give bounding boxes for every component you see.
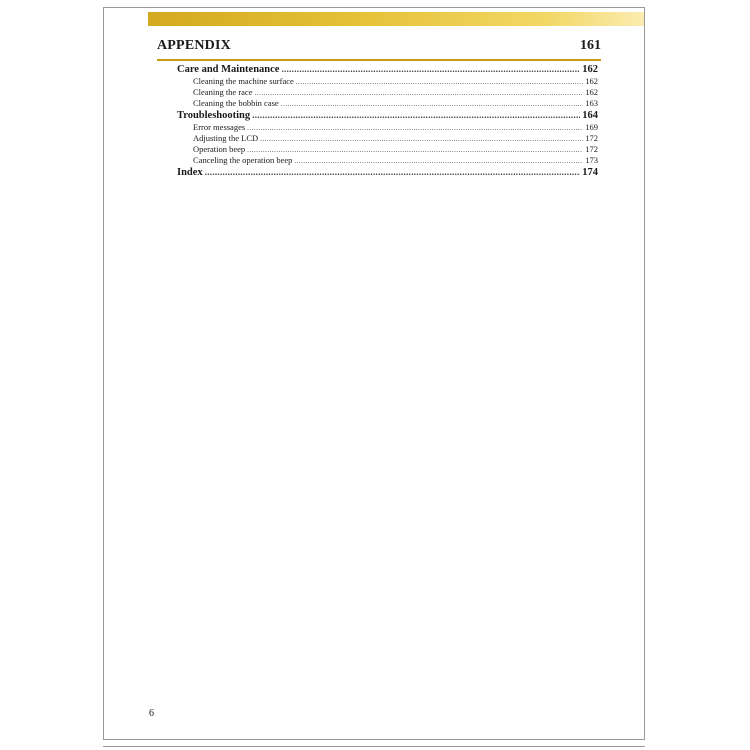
toc-entry-index[interactable] — [177, 166, 598, 179]
toc-entry-label: Index — [177, 167, 203, 178]
dot-leader — [254, 88, 583, 99]
toc-entry-error-messages[interactable] — [177, 122, 598, 133]
toc-entry-page: 172 — [585, 144, 598, 154]
toc-entry-page: 174 — [582, 167, 598, 178]
toc-entry-label: Error messages — [193, 122, 246, 132]
table-of-contents — [177, 63, 598, 179]
dot-leader — [252, 109, 580, 122]
next-page-edge — [103, 746, 645, 747]
dot-leader — [247, 145, 583, 156]
dot-leader — [247, 123, 583, 134]
toc-entry-label: Troubleshooting — [177, 110, 251, 121]
section-divider — [157, 59, 601, 61]
section-page-number: 161 — [580, 38, 601, 53]
toc-entry-cleaning-race[interactable] — [177, 87, 598, 98]
toc-entry-adjusting-lcd[interactable] — [177, 133, 598, 144]
section-header — [157, 38, 601, 60]
toc-entry-page: 173 — [585, 155, 598, 165]
toc-entry-page: 163 — [585, 98, 598, 108]
dot-leader — [296, 77, 583, 88]
toc-entry-care-and-maintenance[interactable] — [177, 63, 598, 76]
toc-entry-page: 164 — [582, 110, 598, 121]
toc-entry-cleaning-machine-surface[interactable] — [177, 76, 598, 87]
header-accent-band — [148, 12, 644, 26]
footer-page-number: 6 — [149, 708, 154, 719]
dot-leader — [260, 134, 583, 145]
toc-entry-label: Operation beep — [193, 144, 246, 154]
toc-entry-label: Cleaning the race — [193, 87, 253, 97]
toc-entry-cleaning-bobbin-case[interactable] — [177, 98, 598, 109]
dot-leader — [281, 63, 580, 76]
toc-entry-page: 162 — [585, 87, 598, 97]
toc-entry-page: 162 — [582, 64, 598, 75]
toc-entry-operation-beep[interactable] — [177, 144, 598, 155]
toc-entry-page: 169 — [585, 122, 598, 132]
toc-entry-label: Care and Maintenance — [177, 64, 280, 75]
toc-entry-label: Adjusting the LCD — [193, 133, 259, 143]
toc-entry-label: Cleaning the bobbin case — [193, 98, 279, 108]
toc-entry-page: 162 — [585, 76, 598, 86]
dot-leader — [205, 166, 581, 179]
toc-entry-canceling-operation-beep[interactable] — [177, 155, 598, 166]
section-title: APPENDIX — [157, 38, 231, 53]
toc-entry-label: Cleaning the machine surface — [193, 76, 294, 86]
document-page — [103, 7, 645, 740]
toc-entry-label: Canceling the operation beep — [193, 155, 293, 165]
toc-entry-page: 172 — [585, 133, 598, 143]
toc-entry-troubleshooting[interactable] — [177, 109, 598, 122]
